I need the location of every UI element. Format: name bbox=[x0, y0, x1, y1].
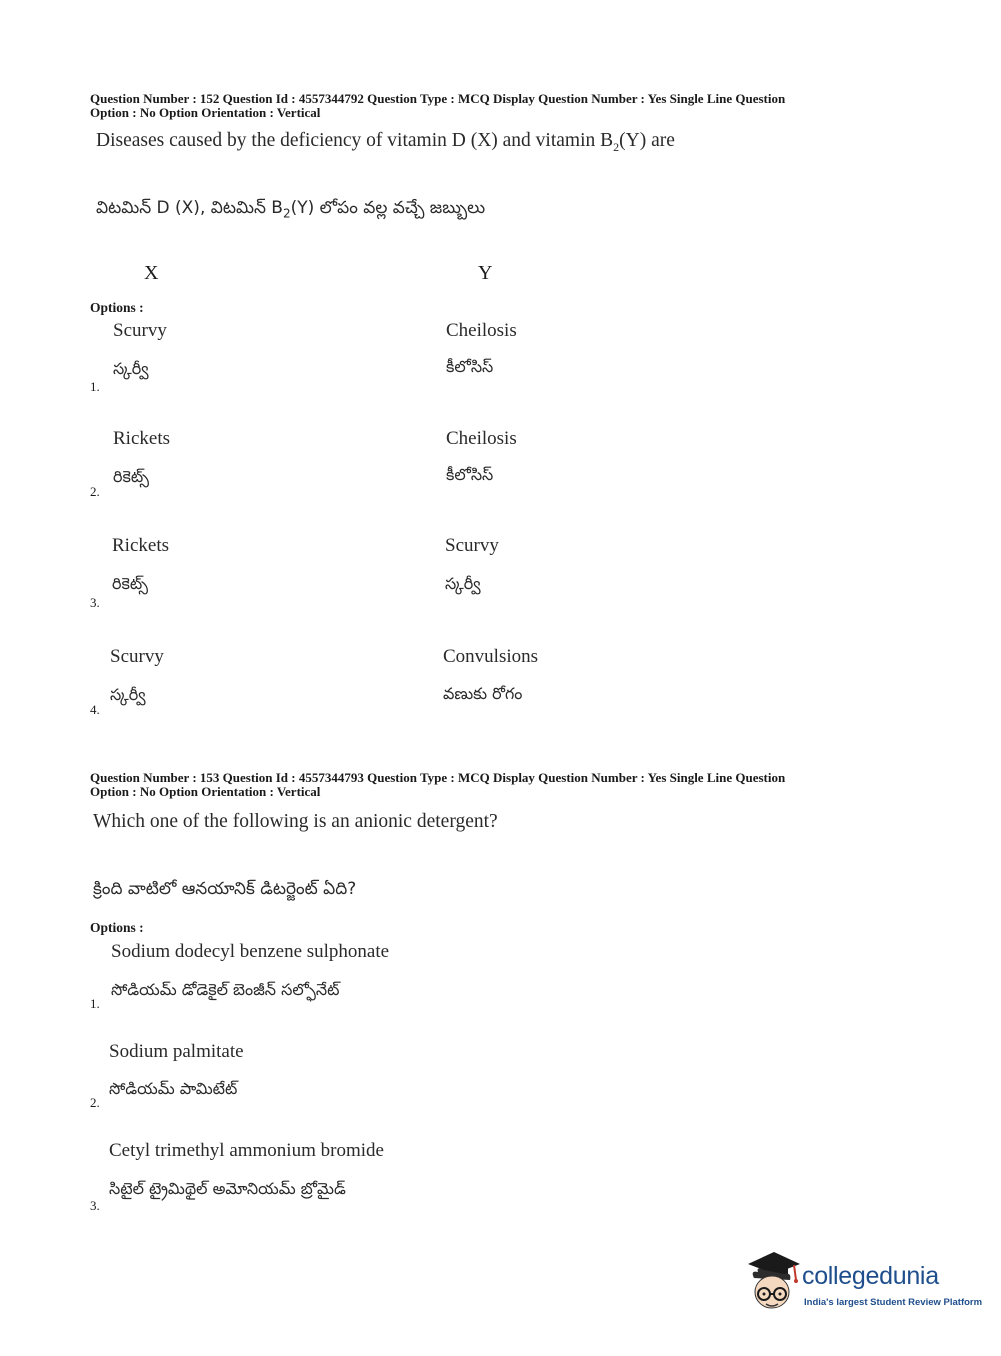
q153-options-label: Options : bbox=[90, 920, 144, 935]
q152-option-4-x[interactable]: Scurvy bbox=[110, 646, 164, 667]
q153-option-3-telugu: సిటైల్ ట్రైమిథైల్ అమోనియమ్ బ్రోమైడ్ bbox=[109, 1179, 346, 1198]
q152-option-2-y[interactable]: Cheilosis bbox=[446, 428, 517, 449]
q153-option-2-number: 2. bbox=[90, 1095, 100, 1110]
q152-option-4-x-telugu: స్కర్వీ bbox=[110, 685, 146, 704]
q153-option-3-text[interactable]: Cetyl trimethyl ammonium bromide bbox=[109, 1140, 384, 1161]
q153-option-2-text[interactable]: Sodium palmitate bbox=[109, 1041, 244, 1062]
q152-option-2-y-telugu: కీలోసిస్ bbox=[446, 465, 494, 484]
q152-option-1-number: 1. bbox=[90, 379, 100, 394]
q152-meta-line2: Option : No Option Orientation : Vertical bbox=[90, 105, 321, 120]
q152-option-1-x[interactable]: Scurvy bbox=[113, 320, 167, 341]
q152-option-3-y[interactable]: Scurvy bbox=[445, 535, 499, 556]
q152-question-text: Diseases caused by the deficiency of vitamin D (X) and vitamin $B_2(Y)$ are bbox=[96, 130, 675, 154]
q153-option-1-telugu: సోడియమ్ డోడెకైల్ బెంజీన్ సల్ఫోనేట్ bbox=[111, 980, 340, 999]
q153-meta-line1: Question Number : 153 Question Id : 4557344793 Question Type : MCQ Display Question Number : Yes Single Line Question bbox=[90, 770, 786, 785]
mascot-icon bbox=[744, 1250, 802, 1316]
q152-column-x-header: X bbox=[144, 262, 159, 284]
q153-meta-line2: Option : No Option Orientation : Vertical bbox=[90, 784, 321, 799]
q152-option-4-y-telugu: వణుకు రోగం bbox=[443, 684, 523, 703]
q152-question-telugu: విటమిన్ D (X), విటమిన్ $B_2(Y)$ లోపం వల్ల వచ్చే జబ్బులు bbox=[96, 198, 486, 221]
q152-option-1-x-telugu: స్కర్వీ bbox=[113, 359, 149, 378]
q153-option-1-text[interactable]: Sodium dodecyl benzene sulphonate bbox=[111, 941, 390, 962]
q152-option-3-number: 3. bbox=[90, 595, 100, 610]
collegedunia-logo[interactable] bbox=[744, 1250, 983, 1316]
brand-name: collegedunia bbox=[802, 1262, 939, 1290]
q153-option-1-number: 1. bbox=[90, 996, 100, 1011]
q152-option-1-y-telugu: కీలోసిస్ bbox=[446, 357, 494, 376]
q153-question-text: Which one of the following is an anionic detergent? bbox=[93, 811, 498, 832]
q152-option-1-y[interactable]: Cheilosis bbox=[446, 320, 517, 341]
q152-meta-line1: Question Number : 152 Question Id : 4557344792 Question Type : MCQ Display Question Number : Yes Single Line Question bbox=[90, 91, 786, 106]
brand-tagline: India's largest Student Review Platform bbox=[804, 1297, 983, 1308]
q152-option-3-x-telugu: రికెట్స్ bbox=[112, 574, 148, 593]
q152-option-2-number: 2. bbox=[90, 484, 100, 499]
q152-options-label: Options : bbox=[90, 300, 144, 315]
q152-column-y-header: Y bbox=[478, 262, 493, 284]
q153-question-telugu: క్రింది వాటిలో ఆనయానిక్ డిటర్జెంట్ ఏది? bbox=[93, 879, 357, 899]
q152-option-3-x[interactable]: Rickets bbox=[112, 535, 169, 556]
q152-option-2-x[interactable]: Rickets bbox=[113, 428, 170, 449]
q152-option-4-y[interactable]: Convulsions bbox=[443, 646, 539, 667]
q152-option-4-number: 4. bbox=[90, 702, 100, 717]
q152-option-2-x-telugu: రికెట్స్ bbox=[113, 467, 149, 486]
q153-option-2-telugu: సోడియమ్ పామిటేట్ bbox=[109, 1079, 238, 1098]
q152-option-3-y-telugu: స్కర్వీ bbox=[445, 574, 481, 593]
q153-option-3-number: 3. bbox=[90, 1198, 100, 1213]
